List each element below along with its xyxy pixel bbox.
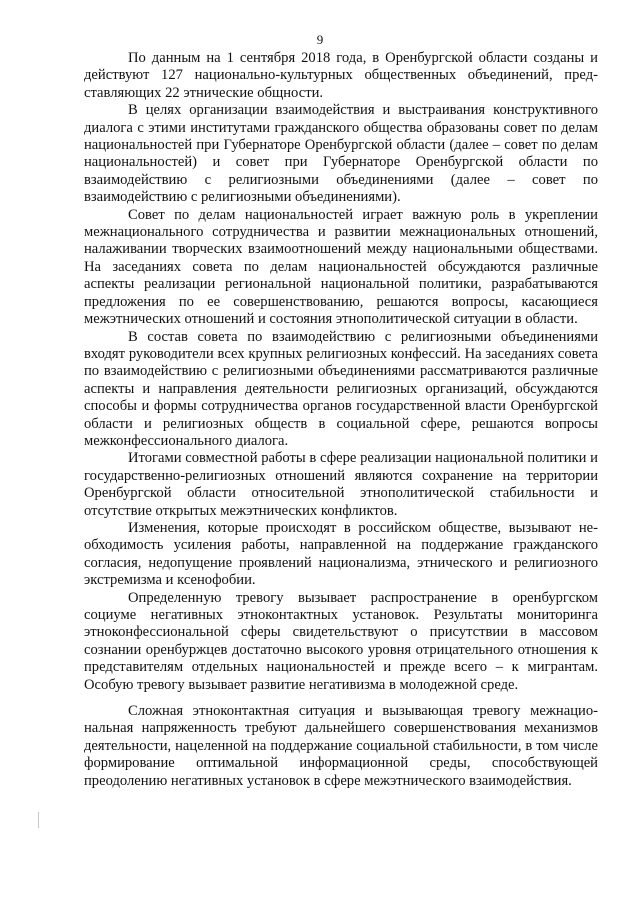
paragraph-religious-council-composition: В состав совета по взаимодействию с религиозными объединениями входят руководители всех крупных религиозных конфессий. На заседаниях совета по взаимодействию с религиозными объединениями рассматриваются различные аспекты и направления деятельности религиозных организаций, обсуждаются способы и формы сотрудничества органов государственной власти Оренбургской области и религиозных обществ в социальной сфере, решаются вопросы межконфессионального диалога.	[84, 328, 598, 449]
paragraph-joint-work-results: Итогами совместной работы в сфере реализации национальной политики и государственно-религиозных отношений являются сохранение на территории Оренбургской области относительной этнополитической стабильности и отсутствие открытых межэтнических конфликтов.	[84, 450, 598, 519]
paragraph-organizations-count: По данным на 1 сентября 2018 года, в Оренбургской области созданы и действуют 127 национально-культурных общественных объединений, представляющих 22 этнические общности.	[84, 50, 598, 101]
paragraph-society-changes: Изменения, которые происходят в российском обществе, вызывают необходимость усиления работы, направленной на поддержание гражданского согласия, недопущение проявлений национализма, этнического и религиозного экстремизма и ксенофобии.	[84, 519, 598, 589]
paragraph-mechanisms-improvement: Сложная этноконтактная ситуация и вызывающая тревогу межнациональная напряженность требуют дальнейшего совершенствования механизмов деятельности, нацеленной на поддержание социальной стабильности, в том числе формирование оптимальной информационной среды, способствующей преодолению негативных установок в сфере межэтнического взаимодействия.	[84, 703, 598, 789]
paragraph-councils-established: В целях организации взаимодействия и выстраивания конструктивного диалога с этими институтами гражданского общества образованы совет по делам национальностей при Губернаторе Оренбургской области (далее – совет по делам национальностей) и совет при Губернаторе Оренбургской области по взаимодействию с религиозными объединениями (далее – совет по взаимодействию с религиозными объединениями).	[84, 102, 598, 206]
scan-margin-mark	[38, 812, 39, 828]
document-body	[84, 50, 598, 790]
page-number: 9	[316, 32, 324, 47]
paragraph-negative-attitudes: Определенную тревогу вызывает распространение в оренбургском социуме негативных этноконтактных установок. Результаты мониторинга этноконфессиональной сферы свидетельствуют о присутствии в массовом сознании оренбуржцев достаточно высокого уровня отрицательного отношения к представителям отдельных национальностей и прежде всего – к мигрантам. Особую тревогу вызывает развитие негативизма в молодежной среде.	[84, 589, 598, 693]
paragraph-nationalities-council-role: Совет по делам национальностей играет важную роль в укреплении межнационального сотрудничества и развитии межнациональных отношений, налаживании творческих взаимоотношений между национальными обществами. На заседаниях совета по делам национальностей обсуждаются различные аспекты реализации региональной национальной политики, разрабатываются предложения по ее совершенствованию, решаются вопросы, касающиеся межэтнических отношений и состояния этнополитической ситуации в области.	[84, 206, 598, 328]
